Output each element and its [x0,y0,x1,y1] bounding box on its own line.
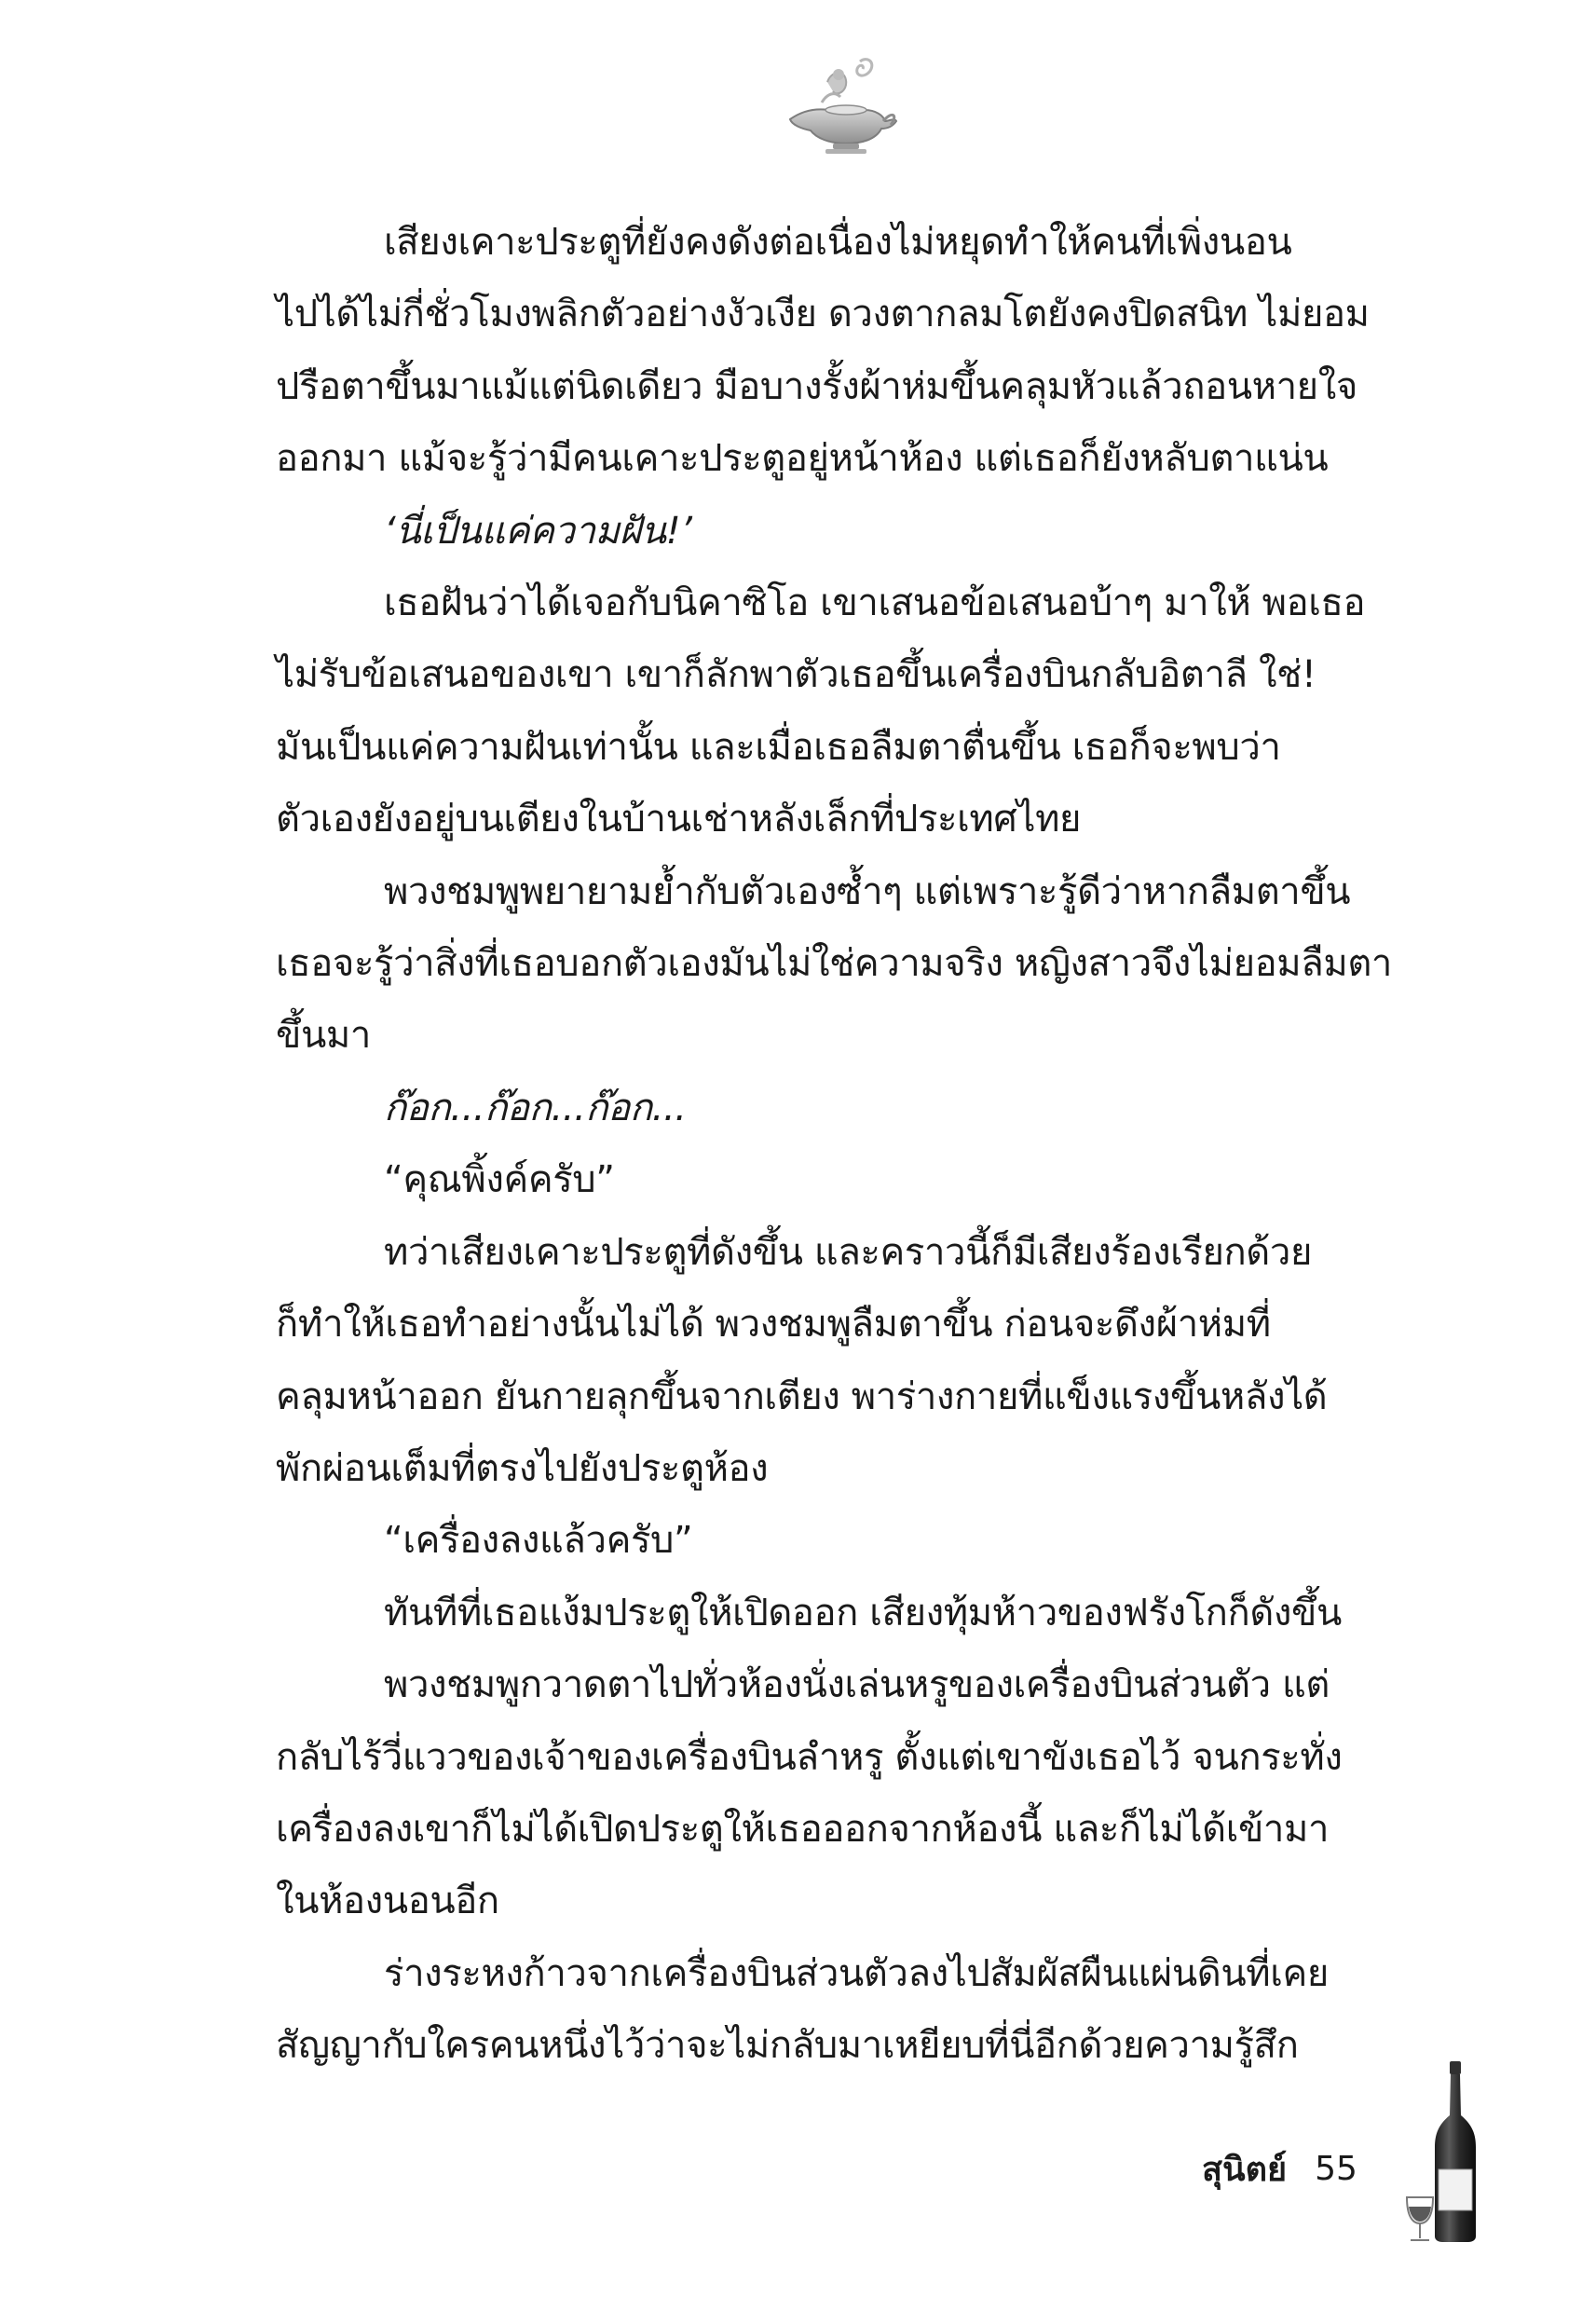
text-line: ร่างระหงก้าวจากเครื่องบินส่วนตัวลงไปสัมผัสผืนแผ่นดินที่เคย [384,1951,1329,1995]
text-line: เครื่องลงเขาก็ไม่ได้เปิดประตูให้เธอออกจากห้องนี้ และก็ไม่ได้เข้ามา [276,1807,1330,1851]
text-line: ก๊อก...ก๊อก...ก๊อก... [384,1086,687,1129]
genie-lamp-icon [771,54,902,157]
text-line: เสียงเคาะประตูที่ยังคงดังต่อเนื่องไม่หยุดทำให้คนที่เพิ่งนอน [384,221,1292,264]
text-line: มันเป็นแค่ความฝันเท่านั้น และเมื่อเธอลืมตาตื่นขึ้น เธอก็จะพบว่า [276,725,1281,769]
text-line: พักผ่อนเต็มที่ตรงไปยังประตูห้อง [276,1446,769,1490]
text-line: ก็ทำให้เธอทำอย่างนั้นไม่ได้ พวงชมพูลืมตาขึ้น ก่อนจะดึงผ้าห่มที่ [276,1303,1271,1347]
text-line: กลับไร้วี่แววของเจ้าของเครื่องบินลำหรู ตั้งแต่เขาขังเธอไว้ จนกระทั่ง [276,1735,1343,1779]
text-line: พวงชมพูกวาดตาไปทั่วห้องนั่งเล่นหรูของเครื่องบินส่วนตัว แต่ [384,1663,1330,1707]
page-footer [1202,2140,1357,2196]
author-name: สุนิตย์ [1202,2150,1288,2189]
text-line: สัญญากับใครคนหนึ่งไว้ว่าจะไม่กลับมาเหยียบที่นี่อีกด้วยความรู้สึก [276,2024,1299,2068]
page-number: 55 [1315,2149,1357,2188]
text-line: ปรือตาขึ้นมาแม้แต่นิดเดียว มือบางรั้งผ้าห่มขึ้นคลุมหัวแล้วถอนหายใจ [276,364,1357,408]
text-line: ตัวเองยังอยู่บนเตียงในบ้านเช่าหลังเล็กที่ประเทศไทย [276,798,1082,841]
text-line: ทว่าเสียงเคาะประตูที่ดังขึ้น และคราวนี้ก็มีเสียงร้องเรียกด้วย [384,1230,1312,1274]
text-line: “คุณพิ้งค์ครับ” [384,1158,615,1202]
text-line: ขึ้นมา [276,1014,371,1058]
text-line: เธอฝันว่าได้เจอกับนิคาซิโอ เขาเสนอข้อเสนอบ้าๆ มาให้ พอเธอ [384,581,1366,625]
wine-bottle-icon [1399,2058,1483,2244]
text-line: คลุมหน้าออก ยันกายลุกขึ้นจากเตียง พาร่างกายที่แข็งแรงขึ้นหลังได้ [276,1374,1328,1418]
text-line: ในห้องนอนอีก [276,1880,499,1923]
text-line: ‘นี่เป็นแค่ความฝัน!’ [384,509,692,553]
body-text [276,207,1411,2083]
text-line: ไม่รับข้อเสนอของเขา เขาก็ลักพาตัวเธอขึ้นเครื่องบินกลับอิตาลี ใช่! [276,653,1316,697]
text-line: ไปได้ไม่กี่ชั่วโมงพลิกตัวอย่างงัวเงีย ดวงตากลมโตยังคงปิดสนิท ไม่ยอม [276,293,1370,336]
text-line: “เครื่องลงแล้วครับ” [384,1519,693,1563]
text-line: ออกมา แม้จะรู้ว่ามีคนเคาะประตูอยู่หน้าห้อง แต่เธอก็ยังหลับตาแน่น [276,437,1329,481]
text-line: พวงชมพูพยายามย้ำกับตัวเองซ้ำๆ แต่เพราะรู้ดีว่าหากลืมตาขึ้น [384,869,1351,913]
text-line: ทันทีที่เธอแง้มประตูให้เปิดออก เสียงทุ้มห้าวของฟรังโกก็ดังขึ้น [384,1591,1342,1634]
text-line: เธอจะรู้ว่าสิ่งที่เธอบอกตัวเองมันไม่ใช่ความจริง หญิงสาวจึงไม่ยอมลืมตา [276,942,1392,986]
